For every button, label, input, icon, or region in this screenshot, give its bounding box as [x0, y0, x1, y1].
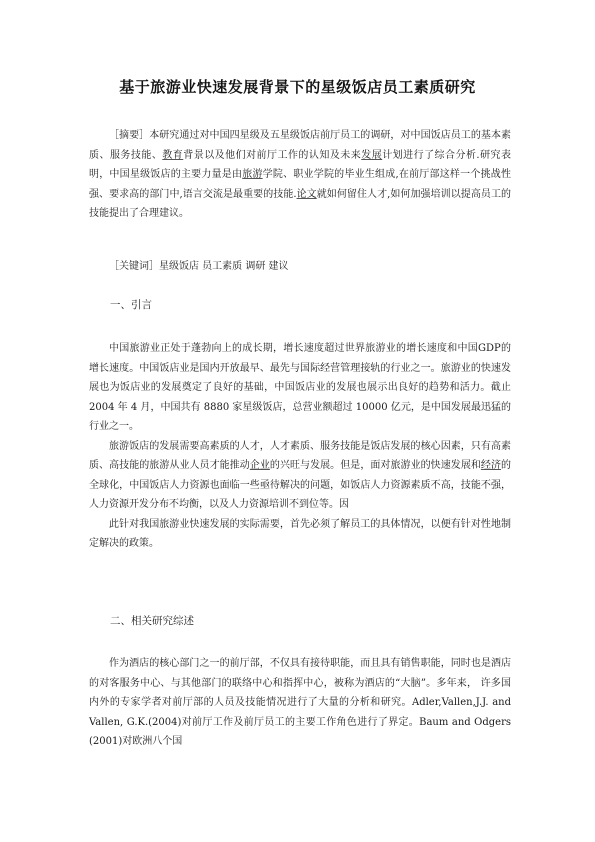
paragraph-text: 的全球化，中国饭店人力资源也面临一些亟待解决的问题，如饭店人力资源素质不高，技能不强，人力资源开发分布不均衡，以及人力资源培训不到位等。因: [89, 460, 512, 510]
section-heading-introduction: 一、引言: [110, 299, 152, 311]
paragraph: [89, 437, 511, 515]
paragraph-text: 的兴旺与发展。但是，面对旅游业的快速发展和: [269, 460, 481, 471]
abstract: [89, 126, 511, 224]
keywords: ［关键词］星级饭店 员工素质 调研 建议: [109, 261, 289, 272]
section-body-introduction: [89, 339, 511, 554]
paragraph-text: 旅游饭店的发展需要高素质的人才，人才素质、服务技能是饭店发展的核心因素，只有高素质、高技能的旅游从业人员才能推动: [89, 440, 511, 471]
section-heading-literature-review: 二、相关研究综述: [110, 615, 194, 627]
paragraph: 此针对我国旅游业快速发展的实际需要，首先必须了解员工的具体情况，以便有针对性地制定解决的政策。: [89, 518, 511, 549]
abstract-text: 背景以及他们对前厅工作的认知及未来: [183, 149, 362, 161]
body-link-economy[interactable]: 经济: [480, 460, 502, 471]
abstract-text: 学院、职业学院的毕业生组成,在前厅部这样一个挑战性强、要求高的部门中,语言交流是最重要的技能.: [89, 169, 512, 200]
body-link-enterprise[interactable]: 企业: [249, 460, 270, 471]
section-body-literature-review: [89, 654, 511, 752]
paragraph: 中国旅游业正处于蓬勃向上的成长期，增长速度超过世界旅游业的增长速度和中国GDP的增长速度。中国饭店业是国内开放最早、最先与国际经营管理接轨的行业之一。旅游业的快速发展也为饭店业的发展奠定了良好的基础，中国饭店业的发展也展示出良好的趋势和活力。截止 2004 年 4 月，中国共有 8880 家星级饭店，总营业额超过 10000 亿元，是中国发展最迅猛的行业之一。: [89, 343, 511, 432]
paragraph: 作为酒店的核心部门之一的前厅部，不仅具有接待职能，而且具有销售职能，同时也是酒店的对客服务中心、与其他部门的联络中心和指挥中心，被称为酒店的“大脑”。多年来， 许多国内外的专家学者对前厅部的人员及技能情况进行了大量的分析和研究。Adler,Vallen,J.J. and Vallen, G.K.(2004)对前厅工作及前厅员工的主要工作角色进行了界定。Baum and Odgers (2001)对欧洲八个国: [89, 658, 511, 747]
abstract-text: ［摘要］本研究通过对中国四星级及五星级饭店前厅员工的调研，对中国饭店员工的基本素质、服务技能、: [89, 130, 511, 161]
paper-title: 基于旅游业快速发展背景下的星级饭店员工素质研究: [119, 78, 476, 96]
abstract-text: 计划进行了综合分析.研究表明，中国星级饭店的主要力量是由: [89, 149, 512, 180]
abstract-link-tourism[interactable]: 旅游: [242, 169, 263, 180]
abstract-text: 就如何留住人才,如何加强培训以提高员工的技能提出了合理建议。: [89, 188, 511, 219]
abstract-link-education[interactable]: 教育: [162, 149, 184, 161]
abstract-link-paper[interactable]: 论文: [296, 188, 317, 200]
abstract-link-development[interactable]: 发展: [361, 149, 383, 161]
